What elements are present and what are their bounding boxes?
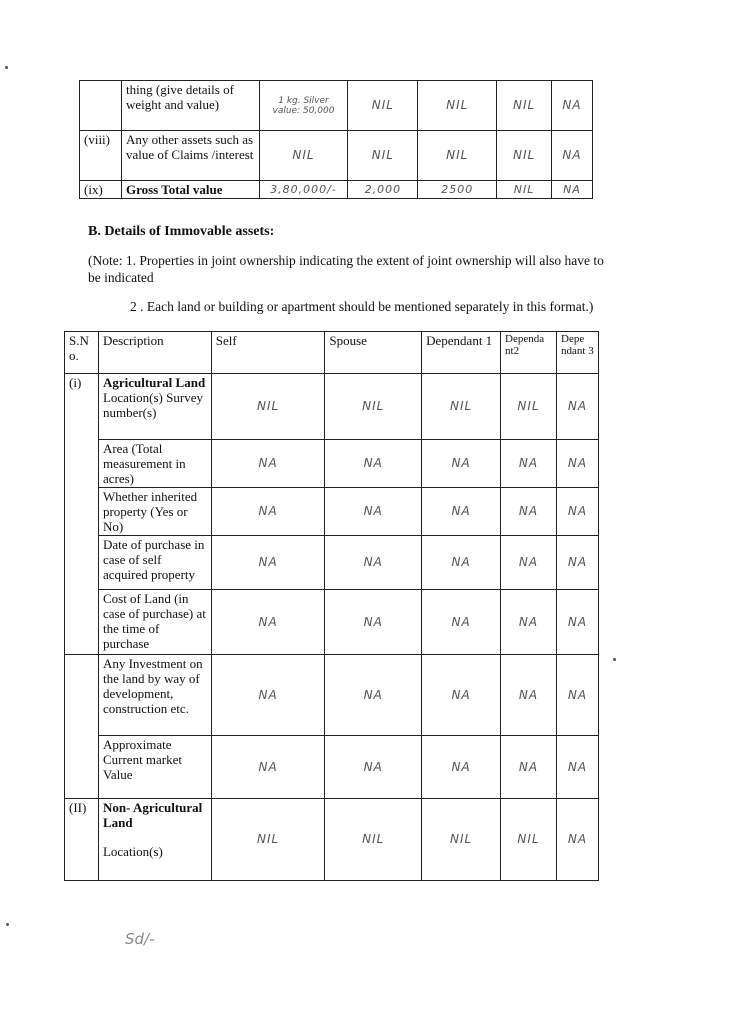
row-description: [98, 799, 211, 881]
row-number: (viii): [80, 131, 122, 181]
dependant1-value: NA: [422, 536, 501, 590]
dependant2-value: NIL: [497, 131, 552, 181]
self-value: NIL: [259, 131, 348, 181]
spouse-value: NA: [325, 488, 422, 536]
header-dependant2: Dependa nt2: [501, 332, 557, 374]
spouse-value: NIL: [348, 131, 418, 181]
dependant3-value: NA: [552, 131, 593, 181]
dependant2-value: NIL: [501, 799, 557, 881]
note-two: 2 . Each land or building or apartment should be mentioned separately in this format.): [130, 299, 594, 314]
table-row: [65, 590, 599, 655]
immovable-assets-table: [64, 331, 599, 881]
group-location-label: Location(s) Survey number(s): [102, 390, 203, 420]
dependant2-value: NA: [501, 736, 557, 799]
row-description: Date of purchase in case of self acquired property: [98, 536, 211, 590]
table-row: [65, 440, 599, 488]
section-heading: B. Details of Immovable assets:: [88, 224, 275, 239]
dependant2-value: NA: [501, 590, 557, 655]
group-title: Agricultural Land: [102, 375, 206, 390]
dependant3-value: NA: [552, 181, 593, 199]
table-row: [65, 655, 599, 736]
row-number: (ix): [80, 181, 122, 199]
spouse-value: NIL: [348, 81, 418, 131]
table-row: [80, 81, 593, 131]
signature: Sd/-: [125, 930, 155, 948]
scan-speck: [6, 923, 9, 926]
dependant1-value: NA: [422, 440, 501, 488]
spouse-value: NIL: [325, 799, 422, 881]
spouse-value: NIL: [325, 374, 422, 440]
spouse-value: NA: [325, 440, 422, 488]
spouse-value: NA: [325, 536, 422, 590]
dependant1-value: NA: [422, 488, 501, 536]
spouse-value: NA: [325, 590, 422, 655]
row-description: Area (Total measurement in acres): [98, 440, 211, 488]
table-row: [65, 374, 599, 440]
self-value: NIL: [211, 799, 325, 881]
scan-speck: [5, 66, 8, 69]
dependant3-value: NA: [557, 590, 599, 655]
dependant3-value: NA: [557, 799, 599, 881]
row-description: Gross Total value: [121, 181, 259, 199]
dependant2-value: NA: [501, 488, 557, 536]
table-row: [65, 799, 599, 881]
row-description: thing (give details of weight and value): [121, 81, 259, 131]
dependant1-value: 2500: [418, 181, 497, 199]
header-dependant1: Dependant 1: [422, 332, 501, 374]
dependant3-value: NA: [557, 655, 599, 736]
table-row: [65, 488, 599, 536]
self-value: NA: [211, 736, 325, 799]
dependant3-value: NA: [557, 736, 599, 799]
self-value: 1 kg. Silver value: 50,000: [259, 81, 348, 131]
row-description: Cost of Land (in case of purchase) at the time of purchase: [98, 590, 211, 655]
self-value: NA: [211, 655, 325, 736]
dependant1-value: NIL: [422, 799, 501, 881]
table-row: [80, 131, 593, 181]
dependant3-value: NA: [557, 488, 599, 536]
group-number: (i): [65, 374, 99, 655]
dependant2-value: NA: [501, 440, 557, 488]
table-row: [80, 181, 593, 199]
self-value: NA: [211, 590, 325, 655]
dependant2-value: NIL: [497, 181, 552, 199]
row-description: Whether inherited property (Yes or No): [98, 488, 211, 536]
self-value: NA: [211, 488, 325, 536]
dependant1-value: NIL: [422, 374, 501, 440]
self-value: 3,80,000/-: [259, 181, 348, 199]
dependant1-value: NIL: [418, 81, 497, 131]
dependant2-value: NIL: [501, 374, 557, 440]
header-sno: S.N o.: [65, 332, 99, 374]
dependant2-value: NIL: [497, 81, 552, 131]
spacer: [103, 830, 207, 844]
dependant3-value: NA: [557, 374, 599, 440]
dependant1-value: NA: [422, 736, 501, 799]
header-dependant3: Depe ndant 3: [557, 332, 599, 374]
note-one: (Note: 1. Properties in joint ownership indicating the extent of joint ownership will also have to be indicated: [88, 253, 604, 285]
row-description: Approximate Current market Value: [98, 736, 211, 799]
spouse-value: NA: [325, 655, 422, 736]
dependant1-value: NA: [422, 590, 501, 655]
dependant2-value: NA: [501, 536, 557, 590]
header-row: [65, 332, 599, 374]
dependant2-value: NA: [501, 655, 557, 736]
row-description: Any Investment on the land by way of development, construction etc.: [98, 655, 211, 736]
spouse-value: 2,000: [348, 181, 418, 199]
header-description: Description: [98, 332, 211, 374]
dependant1-value: NA: [422, 655, 501, 736]
dependant3-value: NA: [552, 81, 593, 131]
row-description: Any other assets such as value of Claims /interest: [121, 131, 259, 181]
spouse-value: NA: [325, 736, 422, 799]
table-row: [65, 736, 599, 799]
table-row: [65, 536, 599, 590]
dependant3-value: NA: [557, 440, 599, 488]
group-location-label: Location(s): [102, 844, 163, 859]
self-value: NA: [211, 536, 325, 590]
movable-assets-table: [79, 80, 593, 199]
self-value: NA: [211, 440, 325, 488]
row-number: [80, 81, 122, 131]
dependant3-value: NA: [557, 536, 599, 590]
self-value: NIL: [211, 374, 325, 440]
row-description: [98, 374, 211, 440]
scan-speck: [613, 658, 616, 661]
group-title: Non- Agricultural Land: [102, 800, 203, 830]
dependant1-value: NIL: [418, 131, 497, 181]
header-self: Self: [211, 332, 325, 374]
group-number: (II): [65, 799, 99, 881]
group-number: [65, 655, 99, 799]
header-spouse: Spouse: [325, 332, 422, 374]
